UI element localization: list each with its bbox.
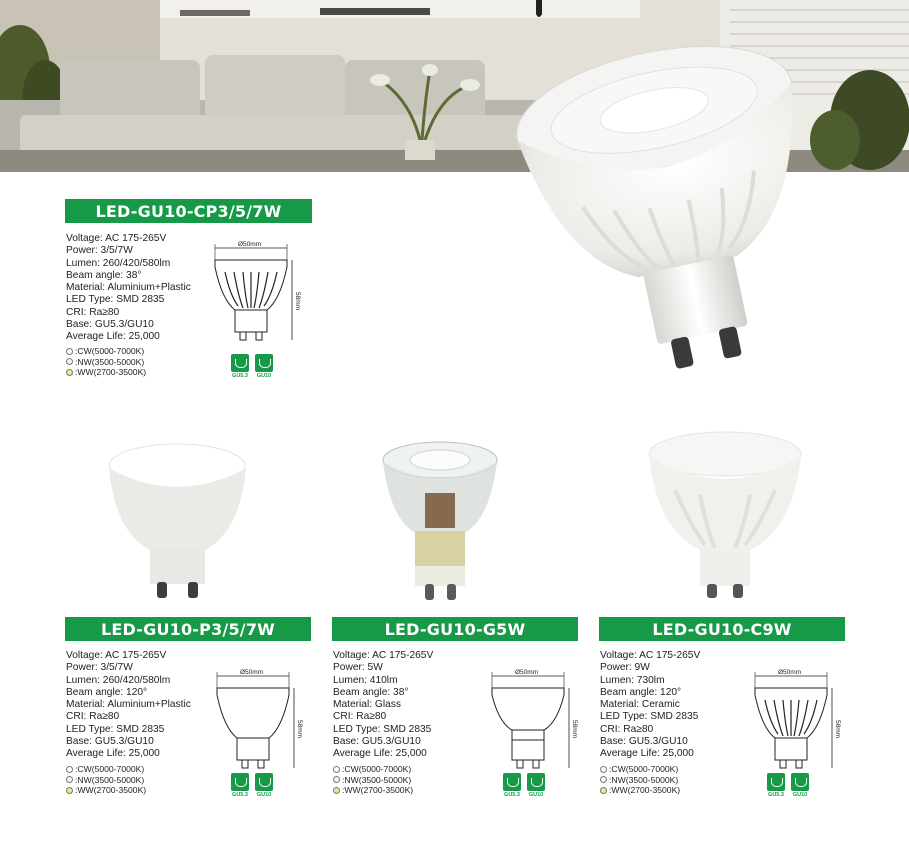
spec-lumen: Lumen: 730lm (600, 674, 665, 686)
height-dimension: 58mm (834, 720, 841, 739)
spec-material: Material: Aluminium+Plastic (66, 282, 191, 294)
base-label: GU10 (256, 792, 272, 798)
ww-dot-icon (66, 787, 73, 794)
product-title-bar (332, 617, 578, 641)
cct-cw-label: :CW(5000-7000K) (75, 764, 145, 774)
gu53-base-icon (767, 773, 785, 798)
spec-life: Average Life: 25,000 (66, 748, 160, 760)
cct-nw (600, 775, 680, 786)
spec-cri: CRI: Ra≥80 (333, 711, 387, 723)
width-dimension: Ø50mm (515, 669, 539, 676)
color-temperature-list (600, 764, 680, 796)
color-temperature-list (333, 764, 413, 796)
cct-cw (66, 764, 146, 775)
gu10-base-icon (255, 773, 273, 798)
spec-base: Base: GU5.3/GU10 (333, 736, 421, 748)
cct-cw-label: :CW(5000-7000K) (75, 346, 145, 356)
base-type-icons (767, 773, 809, 798)
gu53-base-icon (503, 773, 521, 798)
cct-ww-label: :WW(2700-3500K) (75, 367, 147, 377)
base-label: GU5.3 (232, 373, 248, 379)
gu10-cp-bulb-photo (515, 38, 835, 383)
cct-nw (66, 775, 146, 786)
spec-material: Material: Aluminium+Plastic (66, 699, 191, 711)
nw-dot-icon (600, 776, 607, 783)
cct-cw-label: :CW(5000-7000K) (609, 764, 679, 774)
height-dimension: 58mm (571, 720, 578, 739)
cw-dot-icon (600, 766, 607, 773)
spec-beam-angle: Beam angle: 120° (600, 686, 682, 698)
color-temperature-list (66, 764, 146, 796)
nw-dot-icon (66, 358, 73, 365)
cct-ww (333, 785, 413, 796)
cct-ww (600, 785, 680, 796)
product-title: LED-GU10-CP3/5/7W (95, 201, 282, 221)
base-type-icons (231, 773, 273, 798)
gu10-base-icon (255, 354, 273, 379)
cct-ww-label: :WW(2700-3500K) (609, 785, 681, 795)
spec-led-type: LED Type: SMD 2835 (66, 294, 165, 306)
spec-power: Power: 9W (600, 662, 650, 674)
base-label: GU10 (528, 792, 544, 798)
cct-ww (66, 785, 146, 796)
cct-cw-label: :CW(5000-7000K) (342, 764, 412, 774)
spec-voltage: Voltage: AC 175-265V (66, 650, 167, 661)
cct-ww (66, 367, 146, 378)
dimension-drawing (210, 240, 305, 350)
spec-list (600, 650, 700, 761)
cct-cw (333, 764, 413, 775)
spec-lumen: Lumen: 260/420/580lm (66, 257, 171, 269)
spec-voltage: Voltage: AC 175-265V (333, 650, 434, 661)
spec-beam-angle: Beam angle: 120° (66, 686, 148, 698)
base-label: GU5.3 (768, 792, 784, 798)
ww-dot-icon (66, 369, 73, 376)
color-temperature-list (66, 346, 146, 378)
cw-dot-icon (333, 766, 340, 773)
ww-dot-icon (600, 787, 607, 794)
gu10-base-icon (527, 773, 545, 798)
product-title: LED-GU10-C9W (652, 619, 792, 639)
base-type-icons (503, 773, 545, 798)
spec-voltage: Voltage: AC 175-265V (600, 650, 701, 661)
base-label: GU5.3 (232, 792, 248, 798)
gu53-base-icon (231, 773, 249, 798)
spec-cri: CRI: Ra≥80 (66, 306, 120, 318)
product-title-bar (65, 617, 311, 641)
spec-base: Base: GU5.3/GU10 (600, 736, 688, 748)
spec-beam-angle: Beam angle: 38° (66, 269, 142, 281)
spec-material: Material: Ceramic (600, 699, 680, 711)
spec-power: Power: 3/5/7W (66, 245, 133, 257)
cct-nw-label: :NW(3500-5000K) (342, 774, 412, 785)
gu10-c-bulb-photo (645, 430, 805, 600)
spec-list (66, 233, 191, 344)
base-label: GU10 (256, 373, 272, 379)
base-type-icons (231, 354, 273, 379)
spec-base: Base: GU5.3/GU10 (66, 736, 154, 748)
base-label: GU5.3 (504, 792, 520, 798)
product-title-bar (599, 617, 845, 641)
spec-list (66, 650, 191, 761)
spec-led-type: LED Type: SMD 2835 (333, 723, 432, 735)
spec-life: Average Life: 25,000 (66, 331, 160, 343)
base-label: GU10 (792, 792, 808, 798)
cct-nw-label: :NW(3500-5000K) (609, 774, 679, 785)
gu10-p-bulb-photo (105, 442, 250, 602)
spec-life: Average Life: 25,000 (600, 748, 694, 760)
height-dimension: 58mm (294, 292, 301, 311)
spec-cri: CRI: Ra≥80 (600, 723, 654, 735)
spec-material: Material: Glass (333, 699, 401, 711)
nw-dot-icon (66, 776, 73, 783)
ww-dot-icon (333, 787, 340, 794)
dimension-drawing (212, 668, 307, 778)
cct-ww-label: :WW(2700-3500K) (342, 785, 414, 795)
cct-nw-label: :NW(3500-5000K) (75, 774, 145, 785)
cct-cw (600, 764, 680, 775)
cw-dot-icon (66, 766, 73, 773)
spec-lumen: Lumen: 260/420/580lm (66, 674, 171, 686)
cct-nw (66, 357, 146, 368)
cct-ww-label: :WW(2700-3500K) (75, 785, 147, 795)
dimension-drawing (487, 668, 582, 778)
cct-cw (66, 346, 146, 357)
spec-base: Base: GU5.3/GU10 (66, 319, 154, 331)
spec-led-type: LED Type: SMD 2835 (66, 723, 165, 735)
nw-dot-icon (333, 776, 340, 783)
gu53-base-icon (231, 354, 249, 379)
product-title: LED-GU10-G5W (384, 619, 526, 639)
product-title: LED-GU10-P3/5/7W (100, 619, 276, 639)
spec-power: Power: 5W (333, 662, 383, 674)
cct-nw (333, 775, 413, 786)
spec-voltage: Voltage: AC 175-265V (66, 233, 167, 244)
dimension-drawing (750, 668, 845, 778)
width-dimension: Ø50mm (778, 669, 802, 676)
gu10-g-bulb-photo (380, 438, 500, 603)
spec-life: Average Life: 25,000 (333, 748, 427, 760)
spec-beam-angle: Beam angle: 38° (333, 686, 409, 698)
height-dimension: 58mm (296, 720, 303, 739)
spec-lumen: Lumen: 410lm (333, 674, 398, 686)
width-dimension: Ø50mm (238, 241, 262, 248)
spec-power: Power: 3/5/7W (66, 662, 133, 674)
gu10-base-icon (791, 773, 809, 798)
product-title-bar (65, 199, 312, 223)
cct-nw-label: :NW(3500-5000K) (75, 356, 145, 367)
spec-led-type: LED Type: SMD 2835 (600, 711, 699, 723)
spec-list (333, 650, 433, 761)
width-dimension: Ø50mm (240, 669, 264, 676)
spec-cri: CRI: Ra≥80 (66, 711, 120, 723)
cw-dot-icon (66, 348, 73, 355)
